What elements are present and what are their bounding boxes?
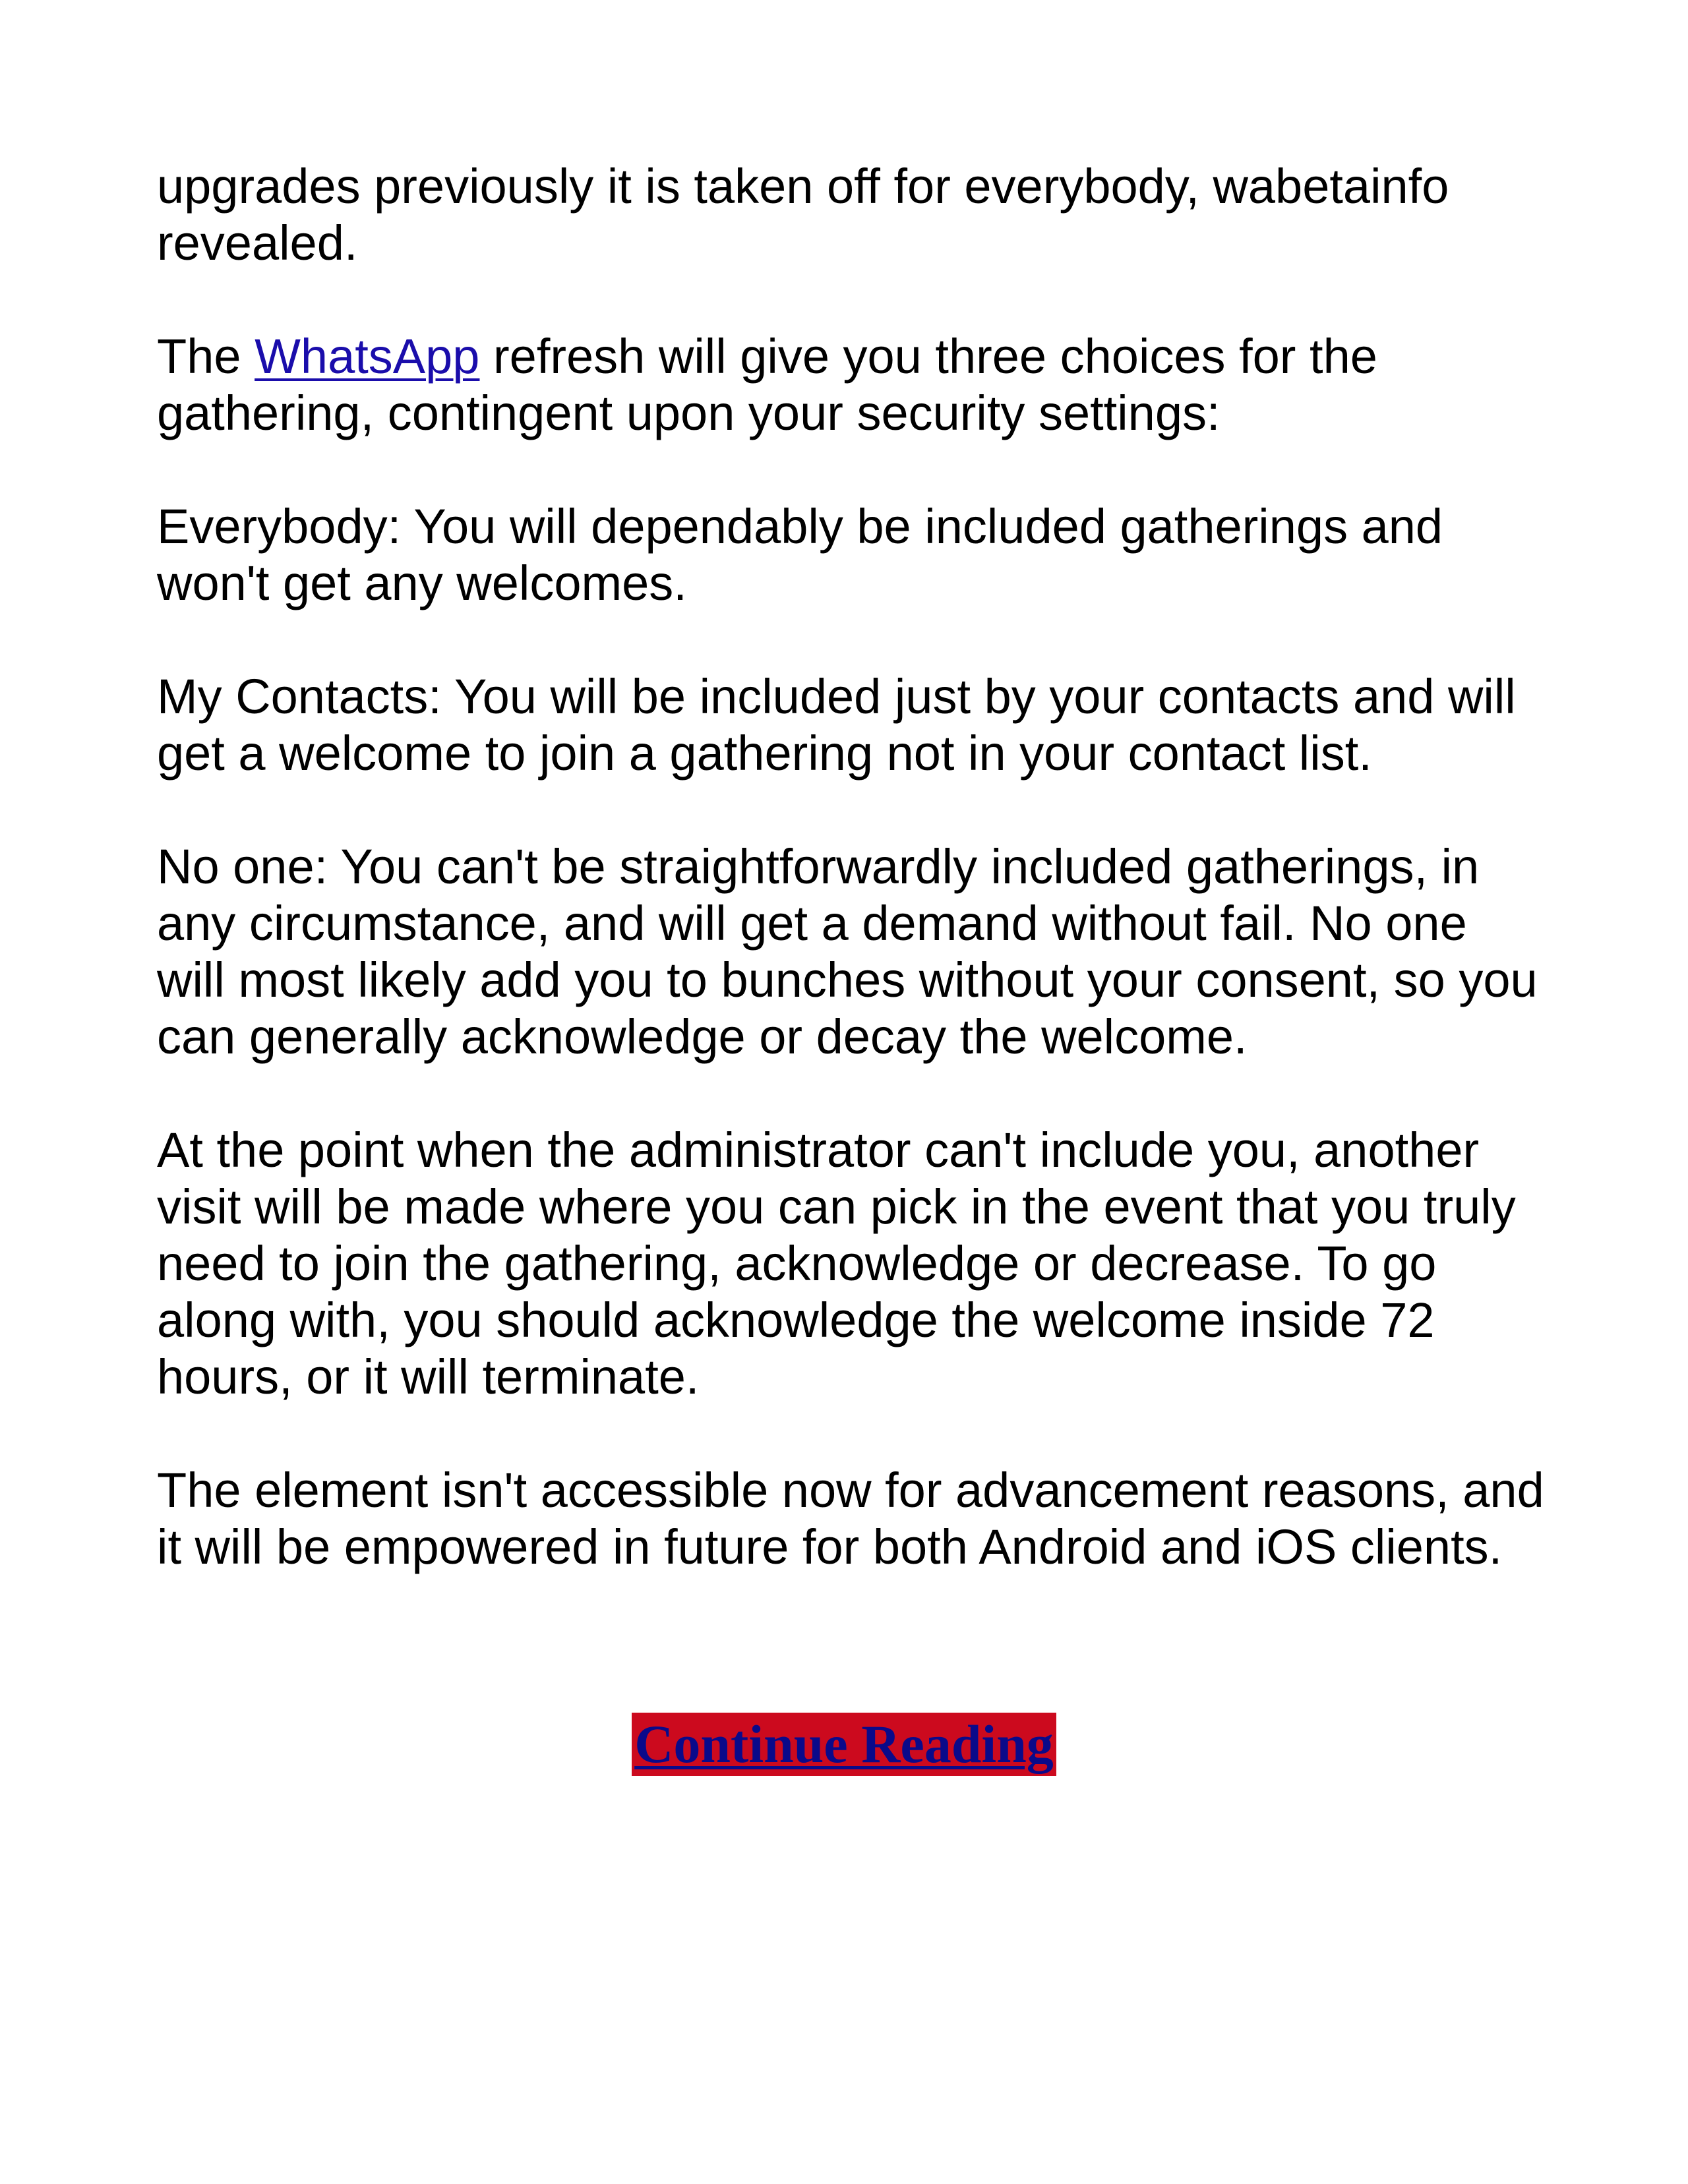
continue-reading-button[interactable]: Continue Reading xyxy=(632,1713,1056,1776)
paragraph-administrator-invite: At the point when the administrator can't include you, another visit will be made where you can pick in the event that you truly need to join the gathering, acknowledge or decrease. To go along with, you should acknowledge the welcome inside 72 hours, or it will terminate. xyxy=(157,1123,1516,1404)
paragraph-everybody-option: Everybody: You will dependably be included gatherings and won't get any welcomes. xyxy=(157,499,1443,610)
continue-reading-container xyxy=(0,1713,1688,1776)
paragraph-intro-continuation: upgrades previously it is taken off for everybody, wabetainfo revealed. xyxy=(157,159,1449,270)
whatsapp-link[interactable]: WhatsApp xyxy=(255,329,480,384)
paragraph-whatsapp-refresh xyxy=(157,328,1548,442)
paragraph-my-contacts-option: My Contacts: You will be included just by your contacts and will get a welcome to join a gathering not in your contact list. xyxy=(157,669,1516,781)
paragraph-text: refresh will give you three choices for the gathering, contingent upon your security settings: xyxy=(157,329,1377,440)
paragraph-text: The xyxy=(157,329,255,384)
paragraph-availability: The element isn't accessible now for advancement reasons, and it will be empowered in future for both Android and iOS clients. xyxy=(157,1463,1544,1574)
paragraph-no-one-option: No one: You can't be straightforwardly included gatherings, in any circumstance, and will get a demand without fail. No one will most likely add you to bunches without your consent, so you can generally acknowledge or decay the welcome. xyxy=(157,839,1538,1064)
article-body xyxy=(157,158,1548,1576)
